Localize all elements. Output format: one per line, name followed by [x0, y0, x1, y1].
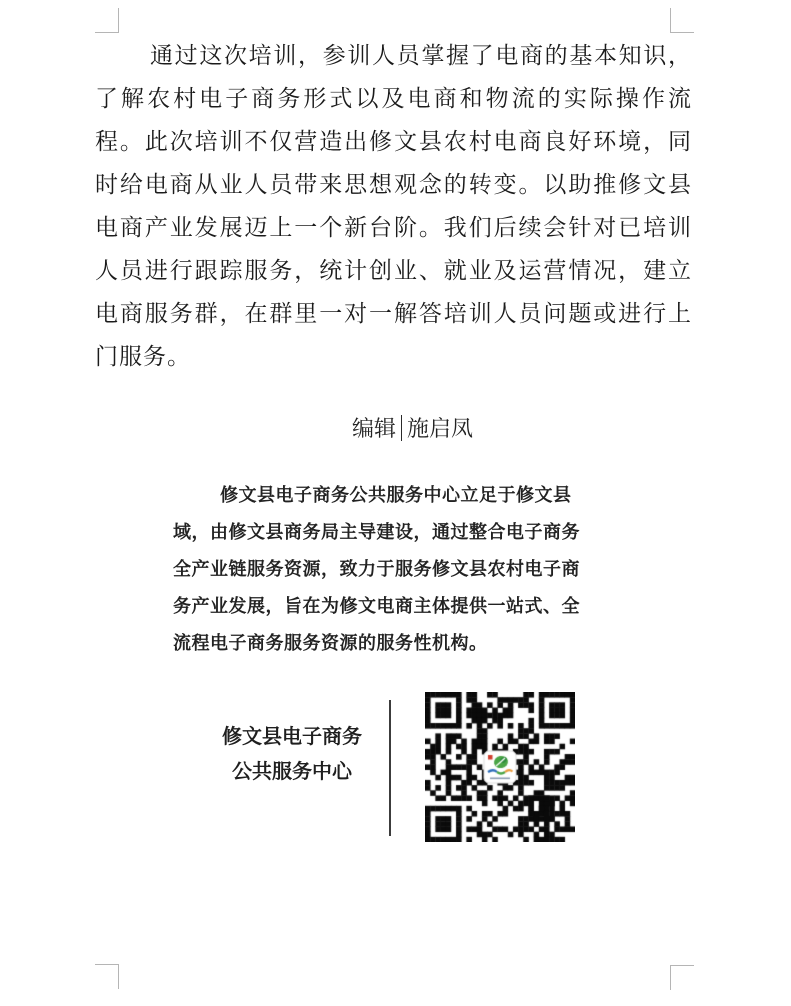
org-name-line2: 公共服务中心: [232, 759, 352, 783]
org-name-block: [192, 719, 392, 789]
qr-code: [425, 692, 575, 842]
editor-name: 施启凤: [407, 417, 474, 442]
crop-mark-bottom-left: [95, 964, 119, 989]
crop-mark-bottom-right: [670, 965, 694, 990]
editor-credit: [352, 412, 473, 443]
crop-mark-top-left: [95, 8, 119, 33]
org-name-line1: 修文县电子商务: [222, 724, 362, 748]
footer-vertical-divider: [389, 700, 391, 836]
editor-divider-bar: [401, 415, 402, 441]
training-summary-paragraph: 通过这次培训，参训人员掌握了电商的基本知识，了解农村电子商务形式以及电商和物流的实际操作流程。此次培训不仅营造出修文县农村电商良好环境，同时给电商从业人员带来思想观念的转变。以助推修文县电商产业发展迈上一个新台阶。我们后续会针对已培训人员进行跟踪服务，统计创业、就业及运营情况，建立电商服务群，在群里一对一解答培训人员问题或进行上门服务。: [95, 43, 692, 370]
crop-mark-top-right: [670, 8, 694, 33]
editor-label: 编辑: [352, 417, 397, 442]
about-service-center-paragraph: 修文县电子商务公共服务中心立足于修文县域，由修文县商务局主导建设，通过整合电子商务全产业链服务资源，致力于服务修文县农村电子商务产业发展，旨在为修文电商主体提供一站式、全流程电子商务服务资源的服务性机构。: [173, 485, 580, 654]
